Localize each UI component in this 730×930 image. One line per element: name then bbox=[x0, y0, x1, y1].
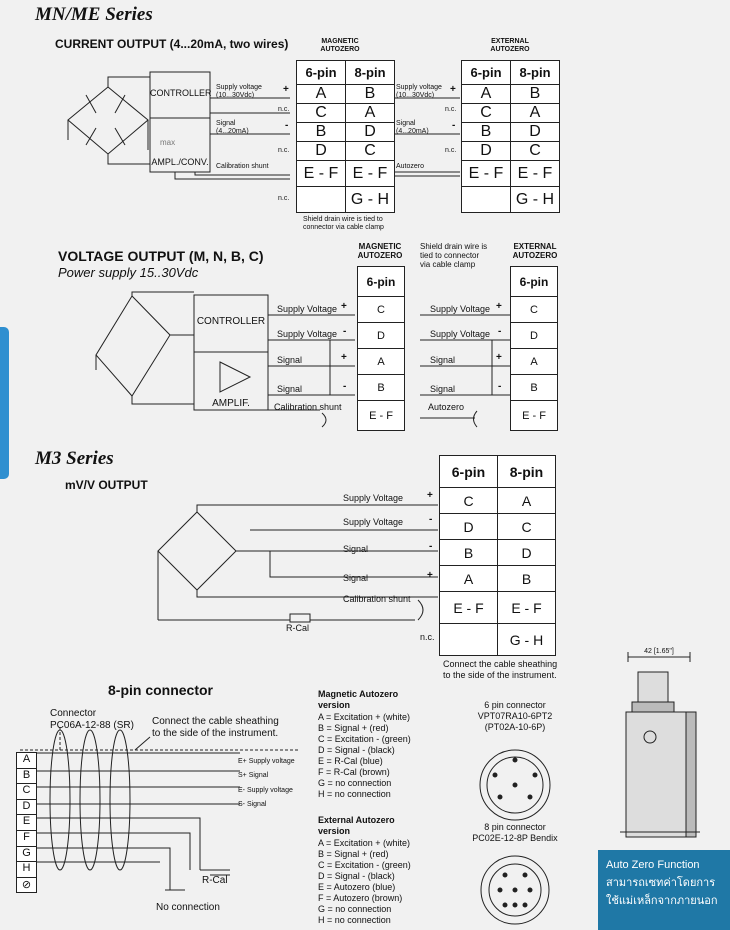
pin-label: E bbox=[17, 815, 36, 831]
table-cell: E - F bbox=[462, 161, 511, 187]
table-cell: D bbox=[297, 142, 346, 161]
m3-supply-plus: Supply Voltage bbox=[343, 493, 404, 503]
table-cell bbox=[462, 187, 511, 213]
mnme-external-table bbox=[461, 60, 560, 213]
voltage-title: VOLTAGE OUTPUT (M, N, B, C) bbox=[58, 248, 264, 264]
list-item: F = R-Cal (brown) bbox=[318, 767, 390, 777]
table-cell: C bbox=[440, 488, 498, 514]
table-cell: C bbox=[511, 297, 558, 323]
mnme-magnetic-table bbox=[296, 60, 395, 213]
mnme-nc-1: n.c. bbox=[278, 106, 290, 113]
voltage-external-label: EXTERNAL AUTOZERO bbox=[512, 242, 558, 260]
list-item: H = no connection bbox=[318, 789, 391, 799]
table-cell: A bbox=[462, 85, 511, 104]
table-cell: A bbox=[511, 104, 560, 123]
table-cell: B bbox=[440, 540, 498, 566]
pin-label: H bbox=[17, 862, 36, 878]
list-item: A = Excitation + (white) bbox=[318, 712, 411, 722]
table-cell: B bbox=[346, 85, 395, 104]
mnme-title: MN/ME Series bbox=[35, 4, 153, 25]
mnme-nc-2: n.c. bbox=[278, 147, 290, 154]
voltage-right-minus-1: - bbox=[498, 326, 502, 337]
mnme-plus: + bbox=[283, 84, 289, 95]
m3-sheath-note: Connect the cable sheathing to the side of the instrument. bbox=[443, 659, 558, 680]
list-item: A = Excitation + (white) bbox=[318, 838, 411, 848]
m3-plus-2: + bbox=[427, 570, 433, 581]
voltage-supply-minus: Supply Voltage bbox=[277, 329, 338, 339]
voltage-plus-1: + bbox=[341, 301, 347, 312]
list-item: F = Autozero (brown) bbox=[318, 893, 403, 903]
m3-table bbox=[439, 455, 556, 656]
voltage-magnetic-table bbox=[357, 266, 405, 431]
list-item: G = no connection bbox=[318, 778, 392, 788]
table-cell: C bbox=[297, 104, 346, 123]
mnme-magnetic-autozero-label: MAGNETIC AUTOZERO bbox=[320, 38, 360, 53]
mnme-controller-label: CONTROLLER bbox=[150, 88, 212, 98]
mnme-ampl-label: AMPL./CONV. bbox=[151, 157, 209, 167]
connector-title: 8-pin connector bbox=[108, 682, 214, 698]
m3-signal-minus: Signal bbox=[343, 544, 369, 554]
voltage-right-minus-2: - bbox=[498, 381, 502, 392]
header-8pin: 8-pin bbox=[498, 456, 556, 488]
table-cell: C bbox=[511, 142, 560, 161]
auto-zero-info-box bbox=[598, 850, 730, 930]
info-line-2: สามารถเซทค่าโดยการ bbox=[606, 877, 716, 889]
table-cell: E - F bbox=[358, 401, 405, 431]
voltage-right-plus-2: + bbox=[496, 352, 502, 363]
table-cell: D bbox=[346, 123, 395, 142]
header-8pin: 8-pin bbox=[346, 61, 395, 85]
mnme-max-label: max bbox=[160, 138, 176, 147]
voltage-shield-note: Shield drain wire is tied to connector via cable clamp bbox=[420, 242, 488, 269]
list-item: C = Excitation - (green) bbox=[318, 860, 411, 870]
table-cell: A bbox=[440, 566, 498, 592]
connector-label: Connector PC06A-12-88 (SR) bbox=[50, 708, 134, 731]
list-item: B = Signal + (red) bbox=[318, 723, 389, 733]
voltage-subtitle: Power supply 15..30Vdc bbox=[58, 265, 199, 280]
table-cell: A bbox=[511, 349, 558, 375]
table-cell: C bbox=[346, 142, 395, 161]
mnme-right-nc-1: n.c. bbox=[445, 106, 457, 113]
connector-pin-column bbox=[16, 752, 37, 893]
m3-title: M3 Series bbox=[35, 448, 114, 469]
ground-icon: ⊘ bbox=[21, 878, 32, 891]
table-cell: E - F bbox=[511, 161, 560, 187]
m3-cal-shunt: Calibration shunt bbox=[343, 594, 411, 604]
mnme-right-signal-label: Signal (4...20mA) bbox=[396, 120, 429, 135]
voltage-right-plus-1: + bbox=[496, 301, 502, 312]
table-cell: B bbox=[511, 375, 558, 401]
connector-rcal: R-Cal bbox=[202, 875, 228, 886]
mnme-autozero-label: Autozero bbox=[396, 163, 425, 170]
voltage-controller-label: CONTROLLER bbox=[196, 316, 266, 327]
voltage-right-signal-minus: Signal bbox=[430, 384, 456, 394]
mnme-external-autozero-label: EXTERNAL AUTOZERO bbox=[490, 38, 530, 53]
wire-label-supply-plus: E+ Supply voltage bbox=[238, 758, 295, 765]
magnetic-version-title: Magnetic Autozero version bbox=[318, 689, 399, 710]
six-pin-connector-label: 6 pin connector VPT07RA10-6PT2 (PT02A-10-6P) bbox=[477, 700, 553, 732]
table-cell: A bbox=[358, 349, 405, 375]
bridge-voltage bbox=[96, 292, 194, 404]
bridge-mnme bbox=[68, 77, 150, 164]
voltage-right-supply-plus: Supply Voltage bbox=[430, 304, 491, 314]
list-item: B = Signal + (red) bbox=[318, 849, 389, 859]
connector-no-connection: No connection bbox=[156, 902, 220, 913]
voltage-minus-1: - bbox=[343, 326, 347, 337]
external-version-title: External Autozero version bbox=[318, 815, 395, 836]
mnme-right-nc-2: n.c. bbox=[445, 147, 457, 154]
eight-pin-connector-label: 8 pin connector PC02E-12-8P Bendix bbox=[472, 822, 558, 843]
table-cell: E - F bbox=[346, 161, 395, 187]
table-cell: D bbox=[511, 123, 560, 142]
wire-label-supply-minus: E- Supply voltage bbox=[238, 787, 293, 794]
table-cell: C bbox=[462, 104, 511, 123]
table-cell: B bbox=[511, 85, 560, 104]
table-cell: C bbox=[358, 297, 405, 323]
list-item: E = R-Cal (blue) bbox=[318, 756, 383, 766]
pin-label: F bbox=[17, 831, 36, 847]
table-cell: G - H bbox=[498, 624, 556, 656]
table-cell: E - F bbox=[440, 592, 498, 624]
m3-plus-1: + bbox=[427, 490, 433, 501]
voltage-cal-shunt: Calibration shunt bbox=[274, 402, 342, 412]
dimension-label: 42 [1.65"] bbox=[644, 648, 674, 655]
mnme-right-supply-label: Supply voltage (10...30Vdc) bbox=[396, 84, 442, 99]
table-cell: D bbox=[498, 540, 556, 566]
voltage-signal-minus: Signal bbox=[277, 384, 303, 394]
table-cell: D bbox=[358, 323, 405, 349]
external-version-list bbox=[318, 838, 411, 926]
table-cell: A bbox=[297, 85, 346, 104]
table-cell: B bbox=[358, 375, 405, 401]
table-cell: D bbox=[462, 142, 511, 161]
m3-nc: n.c. bbox=[420, 632, 435, 642]
connector-sheath-note: Connect the cable sheathing to the side of the instrument. bbox=[152, 716, 279, 739]
table-cell: B bbox=[498, 566, 556, 592]
header-6pin: 6-pin bbox=[358, 267, 405, 297]
voltage-right-supply-minus: Supply Voltage bbox=[430, 329, 491, 339]
voltage-plus-2: + bbox=[341, 352, 347, 363]
wire-label-signal-plus: S+ Signal bbox=[238, 772, 269, 779]
mnme-shield-note: Shield drain wire is tied to connector via cable clamp bbox=[303, 216, 384, 231]
table-cell bbox=[440, 624, 498, 656]
mvv-title: mV/V OUTPUT bbox=[65, 478, 148, 492]
pin-label: A bbox=[17, 753, 36, 769]
list-item: C = Excitation - (green) bbox=[318, 734, 411, 744]
mnme-minus: - bbox=[285, 120, 289, 131]
header-8pin: 8-pin bbox=[511, 61, 560, 85]
list-item: H = no connection bbox=[318, 915, 391, 925]
wire-label-signal-minus: S- Signal bbox=[238, 801, 267, 808]
table-cell: B bbox=[297, 123, 346, 142]
header-6pin: 6-pin bbox=[297, 61, 346, 85]
mnme-nc-3: n.c. bbox=[278, 195, 290, 202]
info-line-1: Auto Zero Function bbox=[606, 859, 700, 871]
instrument-drawing bbox=[620, 652, 700, 837]
m3-minus-1: - bbox=[429, 514, 433, 525]
pin-label: D bbox=[17, 800, 36, 816]
m3-supply-minus: Supply Voltage bbox=[343, 517, 404, 527]
table-cell: E - F bbox=[498, 592, 556, 624]
table-cell: A bbox=[346, 104, 395, 123]
voltage-signal-plus: Signal bbox=[277, 355, 303, 365]
table-cell: A bbox=[498, 488, 556, 514]
voltage-external-table bbox=[510, 266, 558, 431]
table-cell: E - F bbox=[297, 161, 346, 187]
r-cal-resistor bbox=[290, 614, 310, 622]
voltage-amplif-label: AMPLIF. bbox=[212, 398, 250, 409]
m3-minus-2: - bbox=[429, 541, 433, 552]
table-cell: G - H bbox=[346, 187, 395, 213]
voltage-right-signal-plus: Signal bbox=[430, 355, 456, 365]
mnme-signal-label: Signal (4...20mA) bbox=[216, 120, 249, 135]
pin-label: G bbox=[17, 847, 36, 863]
voltage-magnetic-label: MAGNETIC AUTOZERO bbox=[357, 242, 403, 260]
table-cell: C bbox=[498, 514, 556, 540]
m3-signal-plus: Signal bbox=[343, 573, 369, 583]
info-line-3: ใช้แม่เหล็กจากภายนอก bbox=[606, 895, 718, 907]
list-item: G = no connection bbox=[318, 904, 392, 914]
list-item: D = Signal - (black) bbox=[318, 745, 395, 755]
mnme-cal-shunt-label: Calibration shunt bbox=[216, 163, 269, 170]
header-6pin: 6-pin bbox=[511, 267, 558, 297]
pin-label: B bbox=[17, 769, 36, 785]
table-cell: B bbox=[462, 123, 511, 142]
table-cell: E - F bbox=[511, 401, 558, 431]
mnme-supply-label: Supply voltage (10...30Vdc) bbox=[216, 84, 262, 99]
mnme-right-plus: + bbox=[450, 84, 456, 95]
voltage-minus-2: - bbox=[343, 381, 347, 392]
amplifier-triangle bbox=[220, 362, 250, 392]
header-6pin: 6-pin bbox=[462, 61, 511, 85]
mnme-right-minus: - bbox=[452, 120, 456, 131]
m3-rcal: R-Cal bbox=[286, 623, 310, 633]
list-item: E = Autozero (blue) bbox=[318, 882, 396, 892]
table-cell bbox=[297, 187, 346, 213]
voltage-supply-plus: Supply Voltage bbox=[277, 304, 338, 314]
magnetic-version-list bbox=[318, 712, 411, 800]
current-output-title: CURRENT OUTPUT (4...20mA, two wires) bbox=[55, 37, 289, 51]
table-cell: G - H bbox=[511, 187, 560, 213]
voltage-autozero: Autozero bbox=[428, 402, 465, 412]
table-cell: D bbox=[511, 323, 558, 349]
header-6pin: 6-pin bbox=[440, 456, 498, 488]
table-cell: D bbox=[440, 514, 498, 540]
pin-label: C bbox=[17, 784, 36, 800]
list-item: D = Signal - (black) bbox=[318, 871, 395, 881]
